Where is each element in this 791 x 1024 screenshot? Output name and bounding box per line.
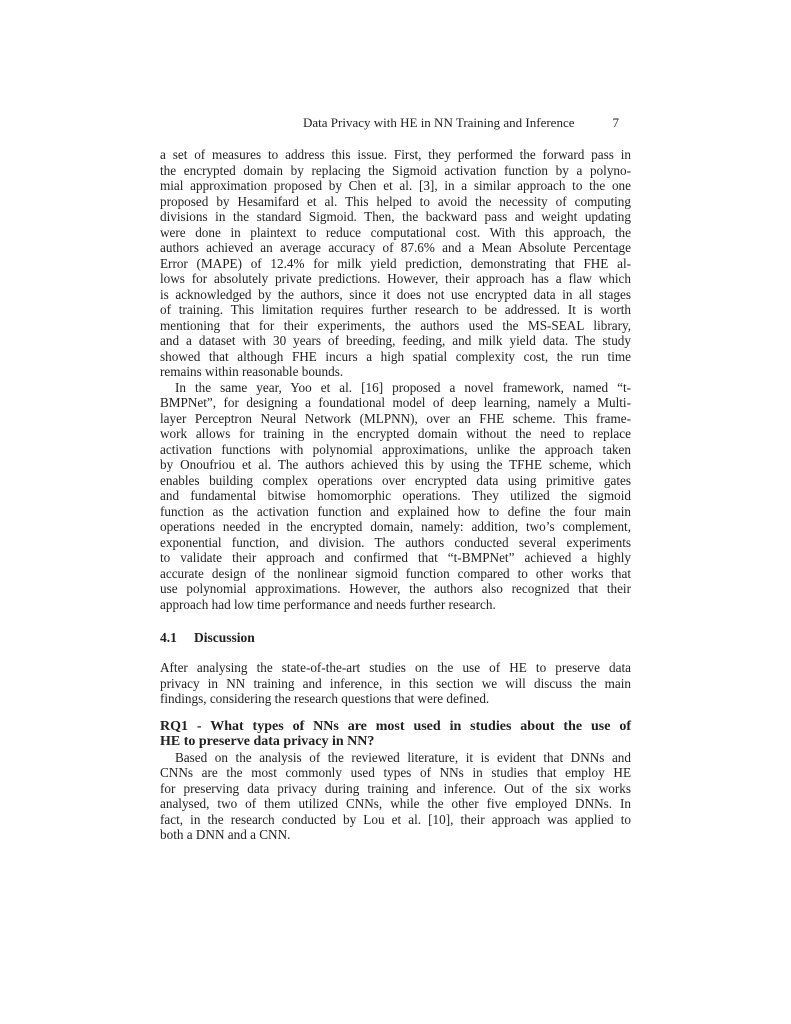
text-line: by Onoufriou et al. The authors achieved this by using the TFHE scheme, which <box>160 457 631 472</box>
text-line: CNNs are the most commonly used types of NNs in studies that employ HE <box>160 765 631 780</box>
text-line: HE to preserve data privacy in NN? <box>160 734 375 749</box>
text-line: enables building complex operations over encrypted data using primitive gates <box>160 472 631 488</box>
text-line: mial approximation proposed by Chen et al. [3], in a similar approach to the one <box>160 178 631 193</box>
running-title: Data Privacy with HE in NN Training and Inference <box>303 115 575 130</box>
text-line: proposed by Hesamifard et al. This helped to avoid the necessity of computing <box>160 193 631 209</box>
text-line: and fundamental bitwise homomorphic operations. They utilized the sigmoid <box>160 488 631 503</box>
section-title: Discussion <box>194 630 255 645</box>
paragraph-2 <box>160 380 631 613</box>
text-line: exponential function, and division. The authors conducted several experiments <box>160 534 631 550</box>
text-line: activation functions with polynomial approximations, unlike the approach taken <box>160 441 631 457</box>
running-header <box>160 115 631 131</box>
text-line: work allows for training in the encrypted domain without the need to replace <box>160 426 631 441</box>
text-line: showed that although FHE incurs a high spatial complexity cost, the run time <box>160 348 631 364</box>
text-line: RQ1 - What types of NNs are most used in studies about the use of <box>160 718 631 734</box>
text-line: Based on the analysis of the reviewed literature, it is evident that DNNs and <box>175 749 631 765</box>
text-line: findings, considering the research questions that were defined. <box>160 691 490 706</box>
text-line: mentioning that for their experiments, the authors used the MS-SEAL library, <box>160 317 631 333</box>
text-line: function as the activation function and explained how to define the four main <box>160 503 631 519</box>
section-number: 4.1 <box>160 630 177 645</box>
text-line: of training. This limitation requires further research to be addressed. It is worth <box>160 302 631 317</box>
text-line: BMPNet”, for designing a foundational model of deep learning, namely a Multi- <box>160 395 631 410</box>
text-column <box>160 147 631 843</box>
text-line: divisions in the standard Sigmoid. Then, the backward pass and weight updating <box>160 209 631 224</box>
text-line: and a dataset with 30 years of breeding, feeding, and milk yield data. The study <box>160 333 631 348</box>
paragraph-1 <box>160 147 631 380</box>
text-line: the encrypted domain by replacing the Sigmoid activation function by a polyno- <box>160 162 631 178</box>
text-line: fact, in the research conducted by Lou et al. [10], their approach was applied to <box>160 811 631 827</box>
text-line: a set of measures to address this issue. First, they performed the forward pass in <box>160 147 631 162</box>
text-line: is acknowledged by the authors, since it does not use encrypted data in all stages <box>160 286 631 302</box>
text-line: After analysing the state-of-the-art studies on the use of HE to preserve data <box>160 660 631 675</box>
text-line: In the same year, Yoo et al. [16] proposed a novel framework, named “t- <box>175 379 631 395</box>
rq1-heading <box>160 719 631 750</box>
text-line: authors achieved an average accuracy of 87.6% and a Mean Absolute Percentage <box>160 240 631 255</box>
text-line: approach had low time performance and needs further research. <box>160 596 496 612</box>
text-line: were done in plaintext to reduce computational cost. With this approach, the <box>160 224 631 240</box>
text-line: remains within reasonable bounds. <box>160 364 344 379</box>
text-line: privacy in NN training and inference, in this section we will discuss the main <box>160 675 631 691</box>
paragraph-3 <box>160 660 631 707</box>
text-line: accurate design of the nonlinear sigmoid function compared to other works that <box>160 565 631 581</box>
text-line: for preserving data privacy during training and inference. Out of the six works <box>160 780 631 796</box>
paragraph-4 <box>160 750 631 843</box>
text-line: layer Perceptron Neural Network (MLPNN), over an FHE scheme. This frame- <box>160 410 631 426</box>
text-line: Error (MAPE) of 12.4% for milk yield prediction, demonstrating that FHE al- <box>160 255 631 271</box>
text-line: to validate their approach and confirmed that “t-BMPNet” achieved a highly <box>160 550 631 565</box>
text-line: lows for absolutely private predictions. However, their approach has a flaw which <box>160 271 631 286</box>
text-line: both a DNN and a CNN. <box>160 827 291 842</box>
section-heading <box>160 630 631 646</box>
text-line: operations needed in the encrypted domain, namely: addition, two’s complement, <box>160 519 631 534</box>
text-line: use polynomial approximations. However, the authors also recognized that their <box>160 581 631 596</box>
text-line: analysed, two of them utilized CNNs, while the other five employed DNNs. In <box>160 796 631 811</box>
page-number: 7 <box>612 115 619 130</box>
